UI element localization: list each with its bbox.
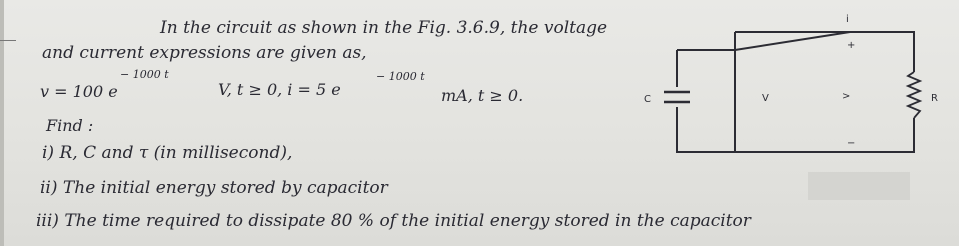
- problem-line-1: In the circuit as shown in the Fig. 3.6.9, the voltage: [160, 18, 608, 38]
- cover-patch: [808, 172, 910, 200]
- find-label: Find :: [46, 116, 94, 135]
- current-label: i: [846, 14, 849, 25]
- page-edge-mark: [0, 40, 16, 41]
- current-direction-arrow: >: [842, 91, 851, 102]
- circuit-diagram: [590, 0, 959, 175]
- question-item-1: i) R, C and τ (in millisecond),: [42, 143, 293, 163]
- page-left-edge: [0, 0, 4, 246]
- voltage-exponent: − 1000 t: [120, 68, 169, 81]
- current-exponent: − 1000 t: [376, 70, 425, 83]
- minus-sign: −: [847, 138, 856, 149]
- plus-sign: +: [847, 40, 856, 51]
- resistor-label: R: [931, 93, 938, 104]
- resistor-zigzag: [908, 72, 920, 118]
- capacitor-label: C: [644, 94, 651, 105]
- circuit-wires: [677, 32, 914, 152]
- problem-line-2: and current expressions are given as,: [42, 43, 367, 63]
- current-expression-tail: mA, t ≥ 0.: [441, 86, 524, 105]
- question-item-3: iii) The time required to dissipate 80 % of the initial energy stored in the capacitor: [36, 211, 751, 231]
- question-item-2: ii) The initial energy stored by capacitor: [40, 178, 388, 198]
- voltage-expression-tail: V, t ≥ 0, i = 5 e: [218, 80, 341, 99]
- voltage-expression: v = 100 e: [40, 82, 118, 101]
- voltage-label: V: [762, 93, 769, 104]
